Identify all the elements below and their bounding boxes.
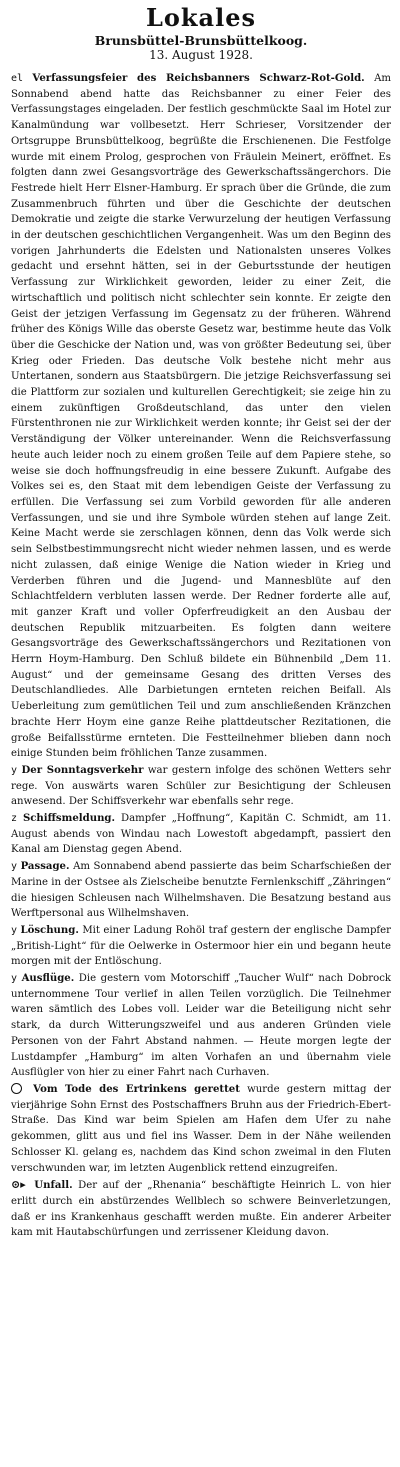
article-headline: Der Sonntagsverkehr [21, 763, 144, 776]
article-body: war gestern infolge des schönen Wetters sehr rege. Von auswärts waren Schüler zur Besichtigung der Schleusen anwesend. Der Schiffsverkehr war ebenfalls sehr rege. [11, 764, 392, 808]
article-sonntagsverkehr [11, 763, 391, 810]
article-headline: Verfassungsfeier des Reichsbanners Schwarz-Rot-Gold. [32, 72, 365, 84]
section-title: Lokales [146, 3, 256, 32]
article-headline: Unfall. [34, 1179, 73, 1192]
locality-heading: Brunsbüttel-Brunsbüttelkoog. [94, 33, 308, 48]
article-body: Der auf der „Rhenania“ beschäftigte Heinrich L. von hier erlitt durch ein abstürzendes Wellblech so schwere Beinverletzungen, daß er ins Krankenhaus geschafft werden mußte. Ein anderer Arbeiter kam mit Hautabschürfungen und zerrissener Kleidung davon. [11, 1180, 392, 1239]
article-body: Am Sonnabend abend hatte das Reichsbanner zu einer Feier des Verfassungstages eingeladen. Der festlich geschmückte Saal im Hotel zur Kanalmündung war vollbesetzt. Herr Schrieser, Vorsitzender der Ortsgruppe Brunsbüttelkoog, begrüßte die Erschienenen. Die Festfolge wurde mit einem Prolog, gesprochen von Fräulein Meinert, eröffnet. Es folgten dann zwei Gesangsvorträge des Gewerkschaftssängerchors. Die Festrede hielt Herr Elsner-Hamburg. Er sprach über die Gründe, die zum Zusammenbruch führten und über die Geschichte der deutschen Demokratie und zeigte die starke Verwurzelung der heutigen Verfassung in der deutschen geschichtlichen Vergangenheit. Was um den Beginn des vorigen Jahrhunderts die Edelsten und Nationalsten unseres Volkes gedacht und ersehnt hätten, sei in der Geburtsstunde der heutigen Verfassung zur Wirklichkeit geworden, leider zu einer Zeit, die wirtschaftlich und politisch nicht schlechter sein konnte. Er zeigte den Geist der jetzigen Verfassung im Gegensatz zu der früheren. Während früher des Königs Wille das oberste Gesetz war, bestimme heute das Volk über die Geschicke der Nation und, was von größter Bedeutung sei, über Krieg oder Frieden. Das deutsche Volk bestehe nicht mehr aus Untertanen, sondern aus Staatsbürgern. Die jetzige Reichsverfassung sei die Plattform zur sozialen und kulturellen Gerechtigkeit; sie zeige hin zu einem zukünftigen Großdeutschland, das unter den vielen Fürstenthronen nie zur Wirklichkeit werden konnte; ihr Geist sei der der Verständigung der Völker untereinander. Wenn die Reichsverfassung heute auch leider noch zu einem großen Teile auf dem Papiere stehe, so weise sie doch hoffnungsfreudig in eine bessere Zukunft. Aufgabe des Volkes sei es, den Staat mit dem lebendigen Geiste der Verfassung zu erfüllen. Die Verfassung sei zum Vorbild geworden für alle anderen Verfassungen, und sie und ihre Symbole würden stehen auf lange Zeit. Keine Macht werde sie zerschlagen können, denn das Volk werde sich sein Selbstbestimmungsrecht nicht wieder nehmen lassen, und es werde nicht zulassen, daß einige Wenige die Nation wieder in Krieg und Verderben führen und die Jugend- und Mannesblüte auf den Schlachtfeldern verbluten lassen werde. Der Redner forderte alle auf, mit ganzer Kraft und voller Opferfreudigkeit an den Ausbau der deutschen Republik mitzuarbeiten. Es folgten dann weitere Gesangsvorträge des Gewerkschaftssängerchors und Rezitationen von Herrn Hoym-Hamburg. Den Schluß bildete ein Bühnenbild „Dem 11. August“ und der gemeinsame Gesang des dritten Verses des Deutschlandliedes. Alle Darbietungen ernteten reichen Beifall. Als Ueberleitung zum gemütlichen Teil und zum anschließenden Kränzchen brachte Herr Hoym eine ganze Reihe plattdeutscher Rezitationen, die große Beifallsstürme ernteten. Die Festteilnehmer blieben dann noch einige Stunden beim fröhlichen Tanze zusammen. [11, 73, 391, 760]
article-body: Die gestern vom Motorschiff „Taucher Wulf“ nach Dobrock unternommene Tour verlief in allen Teilen vorzüglich. Die Teilnehmer waren sämtlich des Lobes voll. Leider war die Beteiligung nicht sehr stark, da durch Witterungszweifel und aus anderen Gründen viele Personen von der Fahrt Abstand nahmen. — Heute morgen legte der Lustdampfer „Hamburg“ im alten Vorhafen an und übernahm viele Ausflügler von hier zu einer Fahrt nach Curhaven. [11, 973, 392, 1079]
article-body: Mit einer Ladung Rohöl traf gestern der englische Dampfer „British-Light“ für die Oelwerke in Ostermoor hier ein und begann heute morgen mit der Entlöschung. [11, 924, 392, 968]
dateline: 13. August 1928. [149, 48, 253, 62]
article-loeschung [11, 923, 391, 970]
article-headline: Passage. [20, 860, 70, 873]
article-headline: Schiffsmeldung. [22, 812, 116, 825]
article-ertrinken [11, 1082, 391, 1176]
article-marker: y [11, 973, 18, 985]
pointer-bullet-icon: ⊙▸ [11, 1178, 26, 1192]
article-marker: el [11, 73, 24, 84]
article-headline: Vom Tode des Ertrinkens gerettet [33, 1083, 240, 1095]
article-marker: z [11, 813, 18, 825]
masthead [11, 4, 391, 63]
article-marker: y [11, 764, 18, 776]
article-schiffsmeldung [11, 811, 391, 858]
article-verfassungsfeier [11, 71, 391, 762]
circle-bullet-icon [11, 1083, 22, 1094]
article-body: Dampfer „Hoffnung“, Kapitän C. Schmidt, am 11. August abends von Windau nach Lowestoft abgedampft, passiert den Kanal am Dienstag gegen Abend. [11, 813, 391, 856]
article-body: wurde gestern mittag der vierjährige Sohn Ernst des Postschaffners Bruhn aus der Friedrich-Ebert-Straße. Das Kind war beim Spielen am Hafen dem Ufer zu nahe gekommen, glitt aus und fiel ins Wasser. Dem in der Nähe weilenden Schlosser Kl. gelang es, nachdem das Kind schon zweimal in den Fluten verschwunden war, im letzten Augenblick rettend einzugreifen. [11, 1084, 391, 1174]
article-body: Am Sonnabend abend passierte das beim Scharfschießen der Marine in der Ostsee als Zielscheibe benutzte Fernlenkschiff „Zähringen“ die hiesigen Schleusen nach Wilhelmshaven. Die Besatzung bestand aus Werftpersonal aus Wilhelmshaven. [11, 861, 392, 920]
article-marker: y [11, 924, 18, 936]
article-passage [11, 859, 391, 922]
article-headline: Löschung. [20, 923, 79, 936]
article-headline: Ausflüge. [21, 972, 75, 985]
article-marker: y [11, 861, 18, 873]
article-unfall [11, 1177, 391, 1241]
article-ausfluege [11, 971, 391, 1081]
